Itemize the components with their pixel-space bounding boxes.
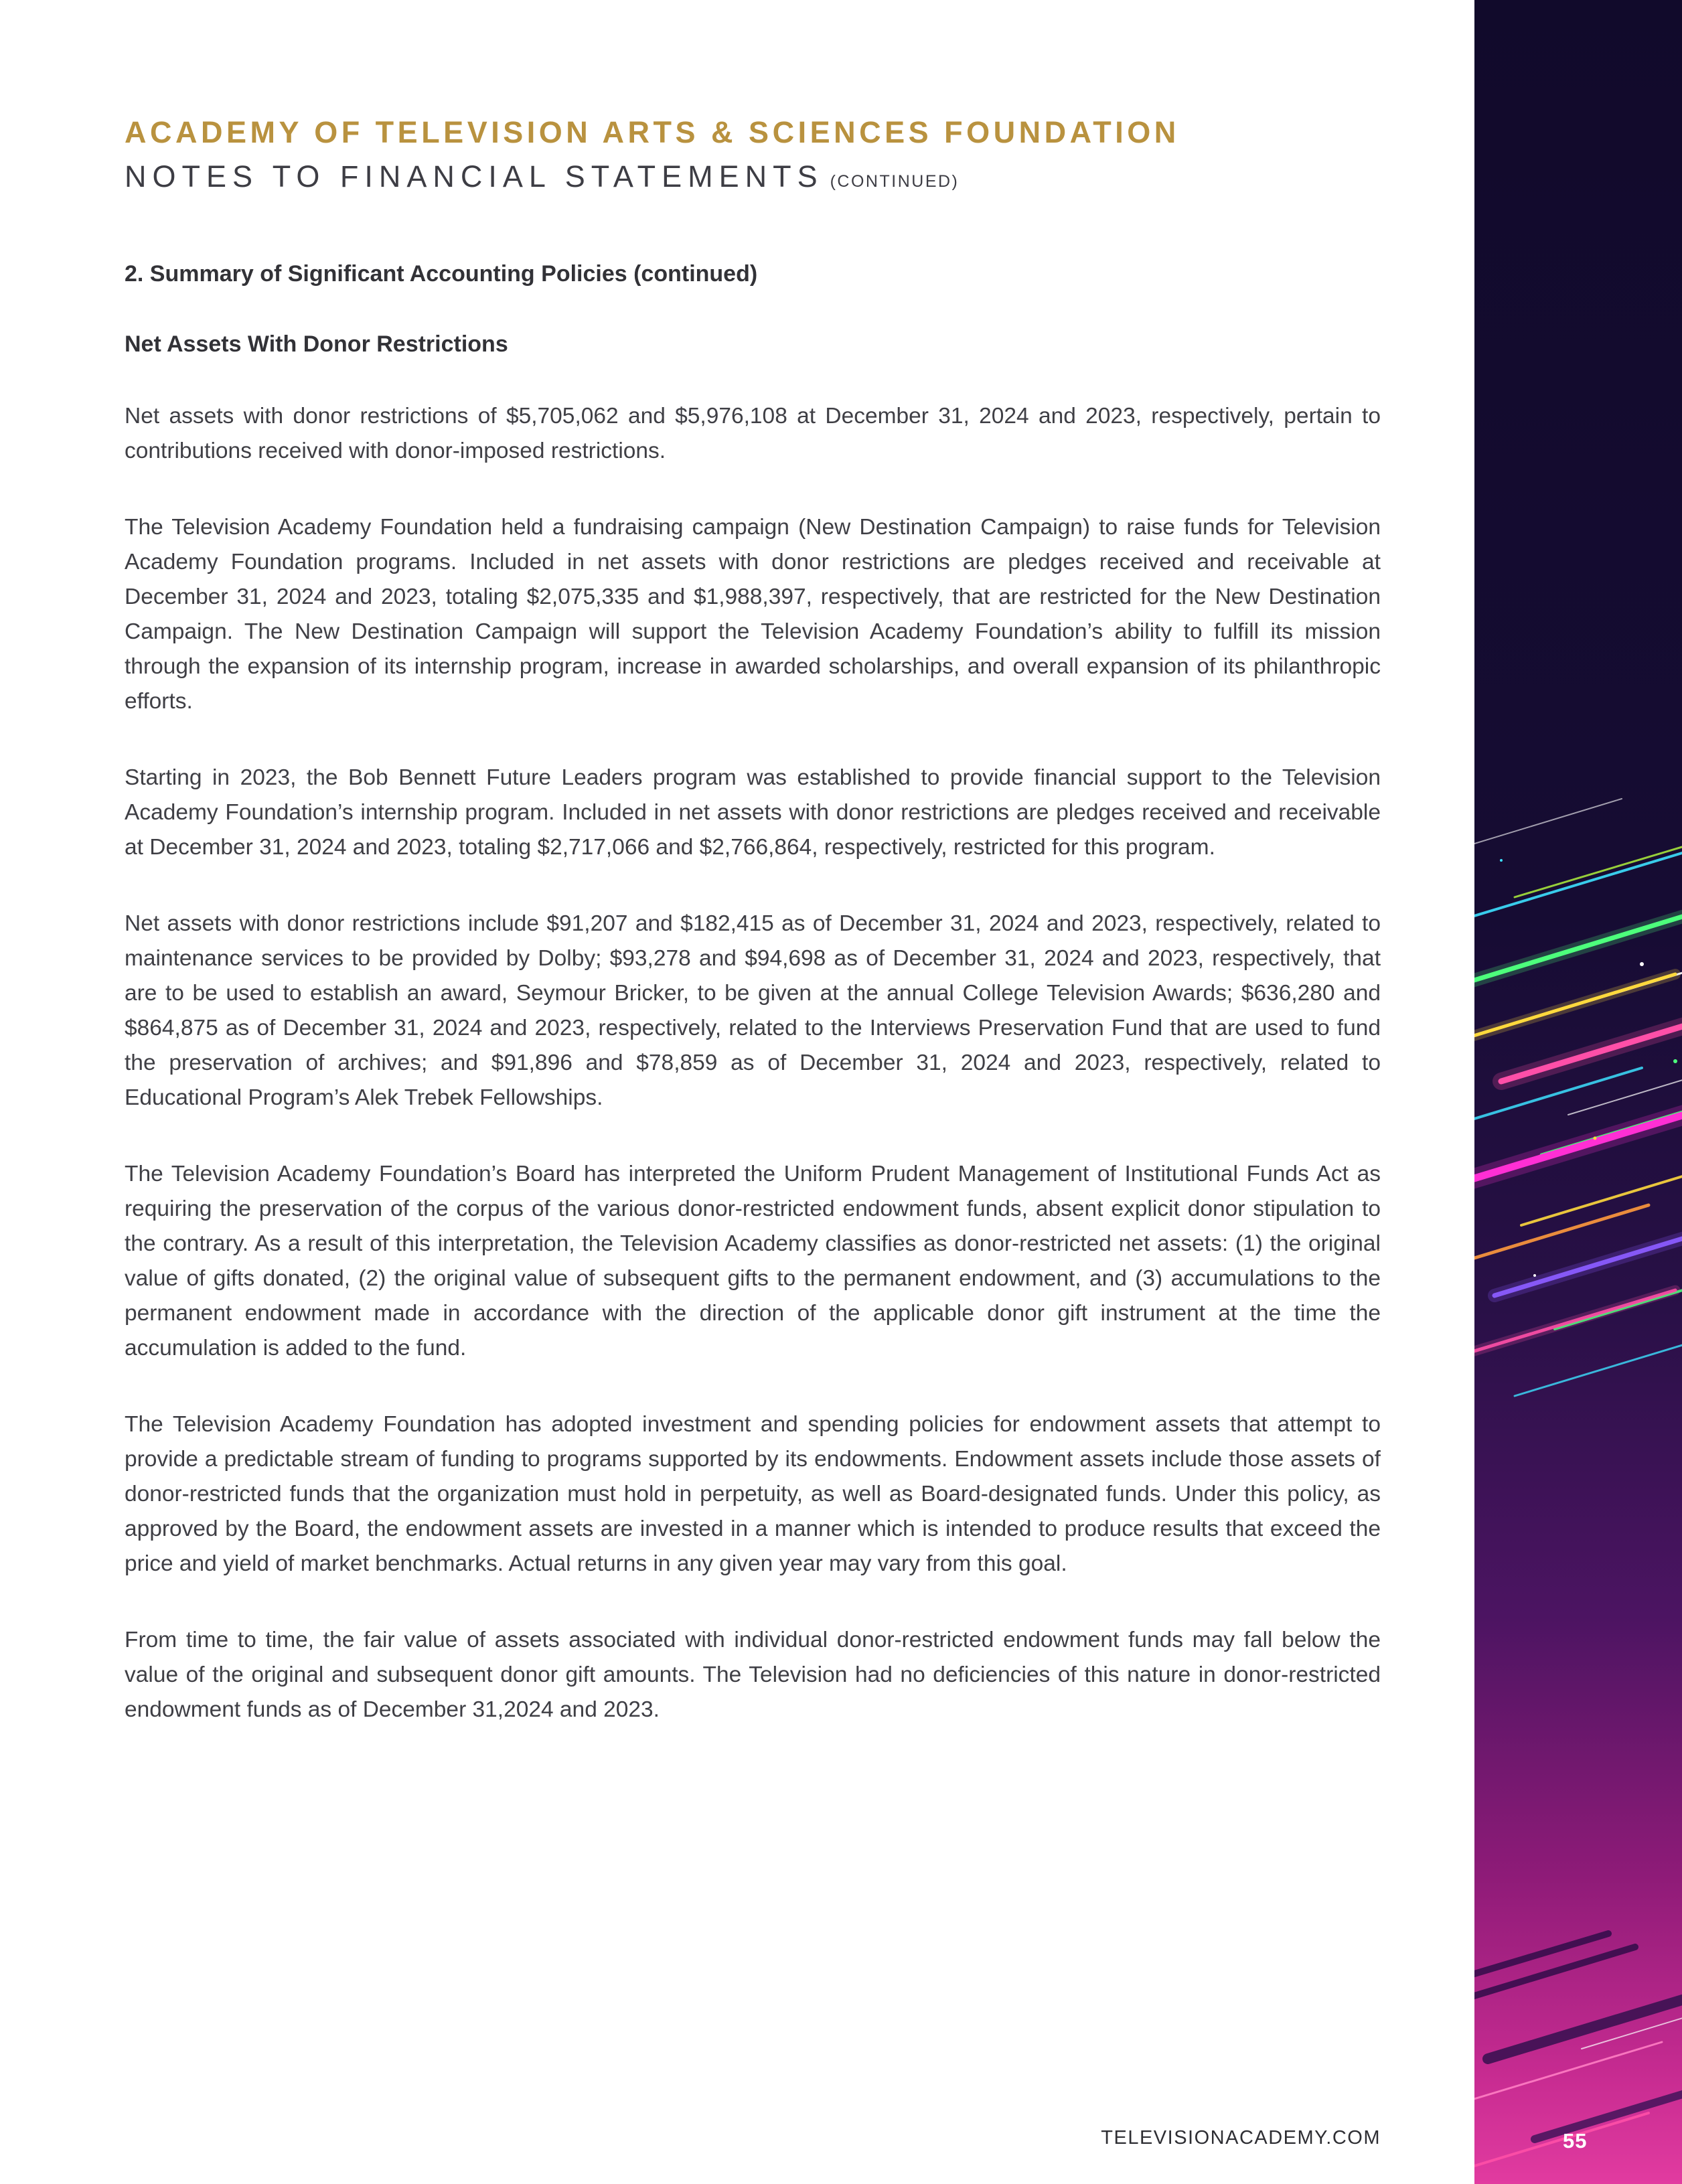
document-subtitle <box>125 159 1381 194</box>
subtitle-continued-label: (CONTINUED) <box>830 172 960 191</box>
paragraph-bob-bennett-program: Starting in 2023, the Bob Bennett Future Leaders program was established to provide financial support to the Television Academy Foundation’s internship program. Included in net assets with donor restrictions are pledges received and receivable at December 31, 2024 and 2023, totaling $2,717,066 and $2,766,864, respectively, restricted for this program. <box>125 765 1381 860</box>
document-title: ACADEMY OF TELEVISION ARTS & SCIENCES FOUNDATION <box>125 115 1180 149</box>
paragraph-upmifa-interpretation: The Television Academy Foundation’s Board has interpreted the Uniform Prudent Management of Institutional Funds Act as requiring the preservation of the corpus of the various donor-restricted endowment funds, absent explicit donor stipulation to the contrary. As a result of this interpretation, the Television Academy classifies as donor-restricted net assets: (1) the original value of gifts donated, (2) the original value of subsequent gifts to the permanent endowment, and (3) accumulations to the permanent endowment made in accordance with the direction of the applicable donor gift instrument at the time the accumulation is added to the fund. <box>125 1162 1381 1360</box>
paragraph-new-destination-campaign: The Television Academy Foundation held a fundraising campaign (New Destination Campaign) to raise funds for Television Academy Foundation programs. Included in net assets with donor restrictions are pledges received and receivable at December 31, 2024 and 2023, totaling $2,075,335 and $1,988,397, respectively, that are restricted for the New Destination Campaign. The New Destination Campaign will support the Television Academy Foundation’s ability to fulfill its mission through the expansion of its internship program, increase in awarded scholarships, and overall expansion of its philanthropic efforts. <box>125 515 1381 714</box>
footer-website: TELEVISIONACADEMY.COM <box>1101 2127 1381 2149</box>
page-content <box>125 115 1381 1727</box>
paragraph-investment-policies: The Television Academy Foundation has adopted investment and spending policies for endowment assets that attempt to provide a predictable stream of funding to programs supported by its endowments. Endowment assets include those assets of donor-restricted funds that the organization must hold in perpetuity, as well as Board-designated funds. Under this policy, as approved by the Board, the endowment assets are invested in a manner which is intended to produce results that exceed the price and yield of market benchmarks. Actual returns in any given year may vary from this goal. <box>125 1412 1381 1576</box>
light-streaks-graphic <box>1474 0 1682 2184</box>
subsection-heading: Net Assets With Donor Restrictions <box>125 331 508 357</box>
paragraph-net-assets: Net assets with donor restrictions of $5,705,062 and $5,976,108 at December 31, 2024 and 2023, respectively, pertain to contributions received with donor-imposed restrictions. <box>125 404 1381 463</box>
subtitle-text: NOTES TO FINANCIAL STATEMENTS <box>125 159 824 193</box>
paragraph-fair-value: From time to time, the fair value of assets associated with individual donor-restricted endowment funds may fall below the value of the original and subsequent donor gift amounts. The Television had no deficiencies of this nature in donor-restricted endowment funds as of December 31,2024 and 2023. <box>125 1628 1381 1722</box>
paragraph-restriction-details: Net assets with donor restrictions include $91,207 and $182,415 as of December 31, 2024 and 2023, respectively, related to maintenance services to be provided by Dolby; $93,278 and $94,698 as of December 31, 2024 and 2023, respectively, that are to be used to establish an award, Seymour Bricker, to be given at the annual College Television Awards; $636,280 and $864,875 as of December 31, 2024 and 2023, respectively, related to the Interviews Preservation Fund that are used to fund the preservation of archives; and $91,896 and $78,859 as of December 31, 2024 and 2023, respectively, related to Educational Program’s Alek Trebek Fellowships. <box>125 911 1381 1110</box>
decorative-light-streaks-band <box>1474 0 1682 2184</box>
section-heading: 2. Summary of Significant Accounting Policies (continued) <box>125 261 758 287</box>
page-number: 55 <box>1563 2129 1588 2153</box>
